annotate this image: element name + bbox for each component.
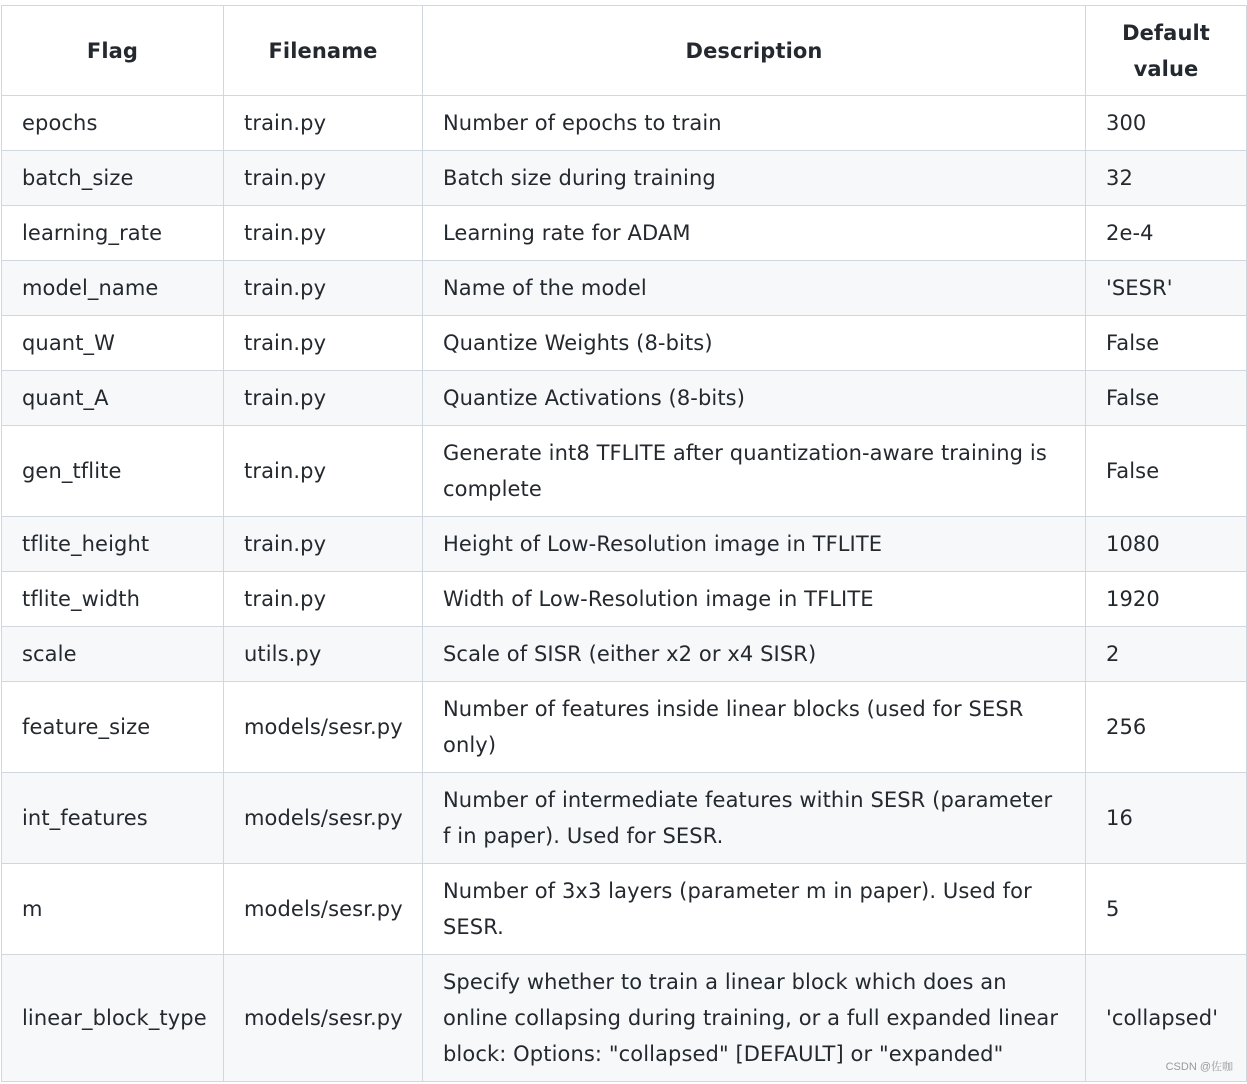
cell-description: Number of features inside linear blocks (used for SESR only) <box>423 682 1086 773</box>
flags-table <box>1 5 1247 1082</box>
table-row <box>2 517 1247 572</box>
cell-description: Generate int8 TFLITE after quantization-aware training is complete <box>423 426 1086 517</box>
cell-default: 'collapsed' <box>1086 955 1247 1082</box>
cell-filename: models/sesr.py <box>224 682 423 773</box>
table-row <box>2 773 1247 864</box>
cell-filename: train.py <box>224 261 423 316</box>
table-row <box>2 426 1247 517</box>
table-row <box>2 206 1247 261</box>
cell-filename: train.py <box>224 206 423 261</box>
cell-default: 'SESR' <box>1086 261 1247 316</box>
cell-flag: scale <box>2 627 224 682</box>
cell-description: Width of Low-Resolution image in TFLITE <box>423 572 1086 627</box>
cell-description: Learning rate for ADAM <box>423 206 1086 261</box>
cell-default: 300 <box>1086 96 1247 151</box>
cell-flag: int_features <box>2 773 224 864</box>
cell-flag: m <box>2 864 224 955</box>
cell-default: 2 <box>1086 627 1247 682</box>
cell-flag: gen_tflite <box>2 426 224 517</box>
cell-filename: models/sesr.py <box>224 955 423 1082</box>
cell-description: Quantize Activations (8-bits) <box>423 371 1086 426</box>
header-flag: Flag <box>2 6 224 96</box>
header-description: Description <box>423 6 1086 96</box>
cell-filename: models/sesr.py <box>224 773 423 864</box>
table-row <box>2 627 1247 682</box>
cell-default: 16 <box>1086 773 1247 864</box>
header-default-value: Default value <box>1086 6 1247 96</box>
cell-default: 1080 <box>1086 517 1247 572</box>
cell-filename: train.py <box>224 426 423 517</box>
cell-flag: quant_A <box>2 371 224 426</box>
cell-filename: train.py <box>224 517 423 572</box>
cell-default: 5 <box>1086 864 1247 955</box>
cell-filename: train.py <box>224 96 423 151</box>
cell-flag: batch_size <box>2 151 224 206</box>
cell-description: Number of intermediate features within SESR (parameter f in paper). Used for SESR. <box>423 773 1086 864</box>
cell-description: Scale of SISR (either x2 or x4 SISR) <box>423 627 1086 682</box>
cell-flag: feature_size <box>2 682 224 773</box>
table-row <box>2 955 1247 1082</box>
cell-default: False <box>1086 316 1247 371</box>
cell-filename: train.py <box>224 572 423 627</box>
table-row <box>2 151 1247 206</box>
cell-default: 2e-4 <box>1086 206 1247 261</box>
cell-flag: epochs <box>2 96 224 151</box>
header-filename: Filename <box>224 6 423 96</box>
watermark: CSDN @佐咖 <box>1165 1061 1233 1073</box>
cell-default: 1920 <box>1086 572 1247 627</box>
table-row <box>2 316 1247 371</box>
table-header-row <box>2 6 1247 96</box>
cell-default: 256 <box>1086 682 1247 773</box>
table-row <box>2 96 1247 151</box>
table-row <box>2 864 1247 955</box>
table-row <box>2 261 1247 316</box>
cell-filename: utils.py <box>224 627 423 682</box>
table-row <box>2 572 1247 627</box>
cell-flag: tflite_height <box>2 517 224 572</box>
cell-flag: learning_rate <box>2 206 224 261</box>
cell-description: Quantize Weights (8-bits) <box>423 316 1086 371</box>
table-row <box>2 371 1247 426</box>
cell-description: Number of 3x3 layers (parameter m in paper). Used for SESR. <box>423 864 1086 955</box>
cell-description: Number of epochs to train <box>423 96 1086 151</box>
cell-description: Height of Low-Resolution image in TFLITE <box>423 517 1086 572</box>
cell-default: 32 <box>1086 151 1247 206</box>
cell-description: Name of the model <box>423 261 1086 316</box>
cell-flag: linear_block_type <box>2 955 224 1082</box>
cell-flag: tflite_width <box>2 572 224 627</box>
cell-default: False <box>1086 426 1247 517</box>
cell-filename: train.py <box>224 316 423 371</box>
cell-filename: train.py <box>224 151 423 206</box>
cell-description: Batch size during training <box>423 151 1086 206</box>
cell-filename: train.py <box>224 371 423 426</box>
table-row <box>2 682 1247 773</box>
cell-flag: model_name <box>2 261 224 316</box>
cell-default: False <box>1086 371 1247 426</box>
cell-filename: models/sesr.py <box>224 864 423 955</box>
cell-description: Specify whether to train a linear block which does an online collapsing during training, or a full expanded linear block: Options: "collapsed" [DEFAULT] or "expanded" <box>423 955 1086 1082</box>
cell-flag: quant_W <box>2 316 224 371</box>
